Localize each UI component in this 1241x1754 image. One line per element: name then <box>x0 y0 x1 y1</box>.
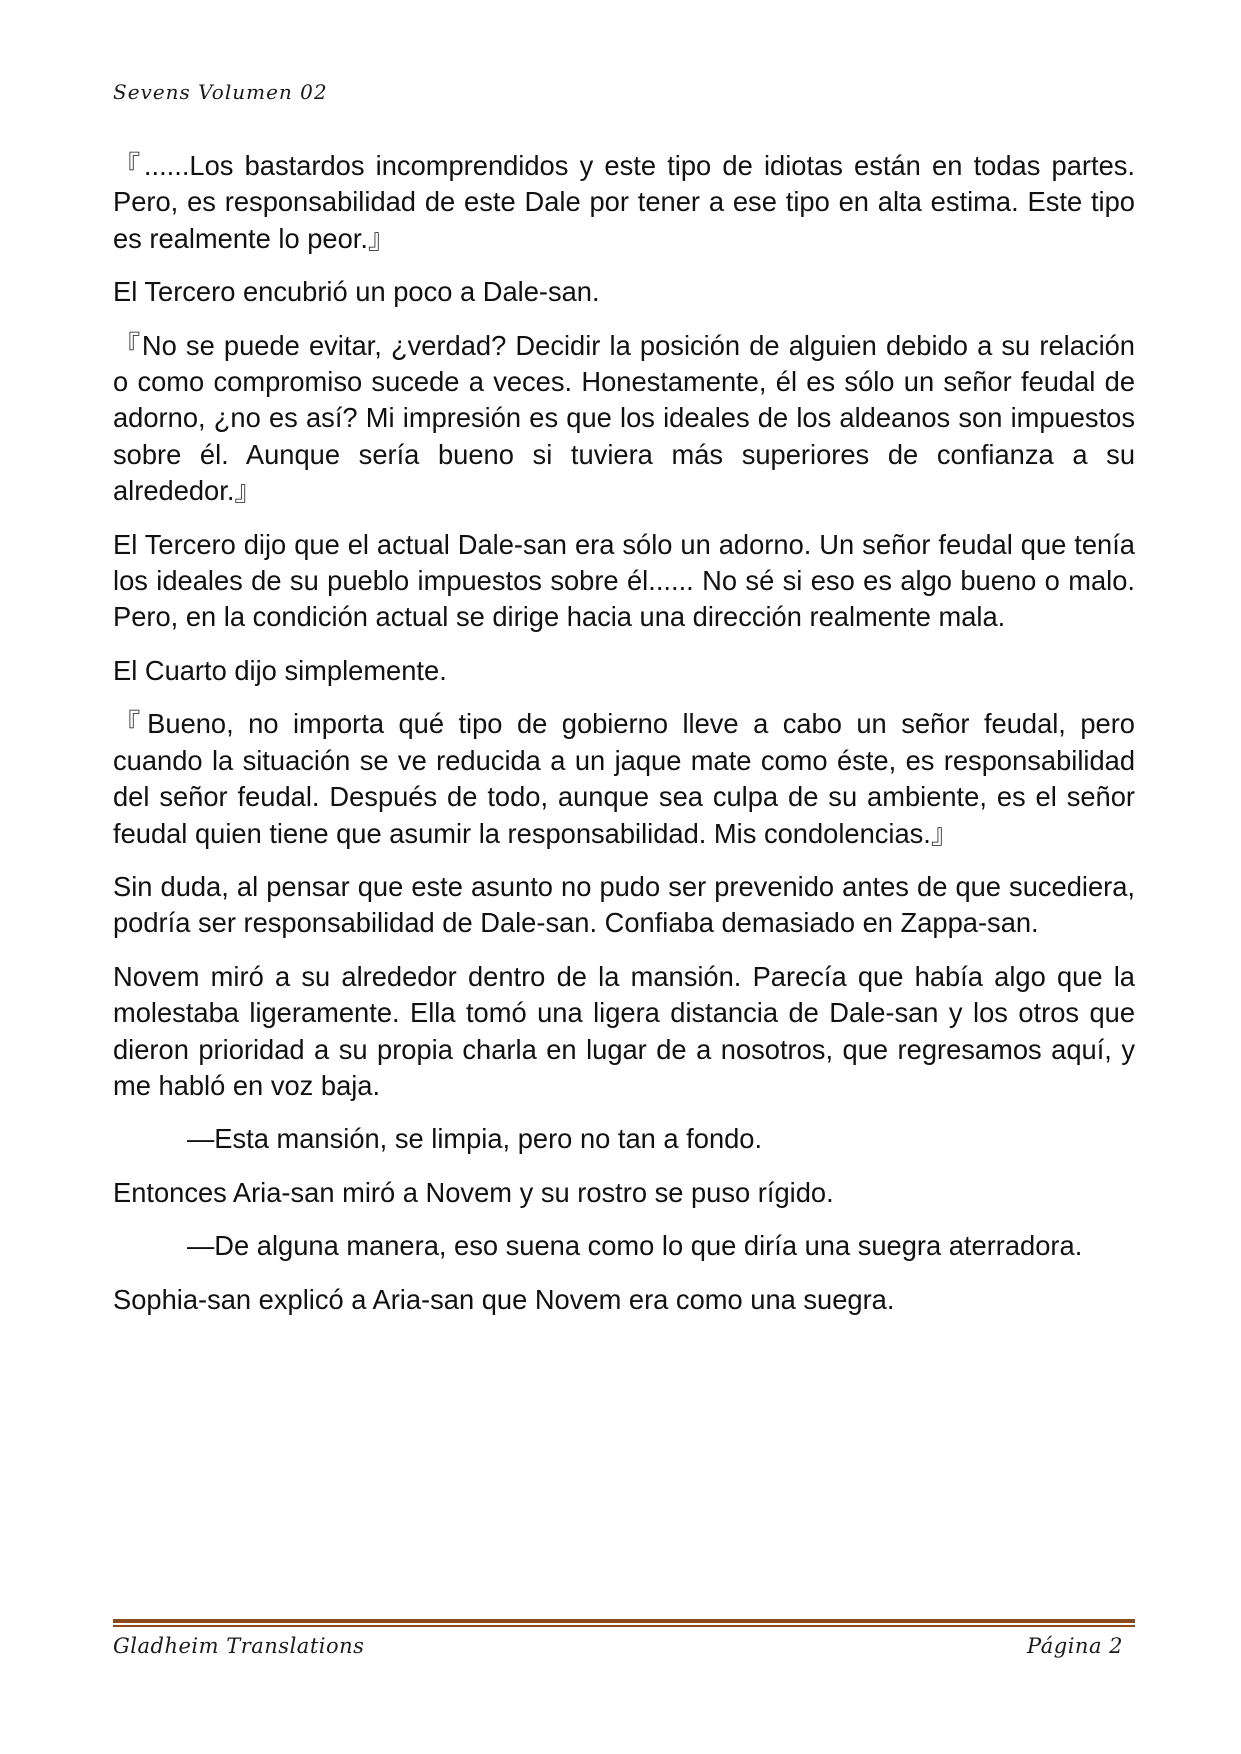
footer-credit: Gladheim Translations <box>113 1634 365 1658</box>
paragraph: 『......Los bastardos incomprendidos y este tipo de idiotas están en todas partes. Pero, es responsabilidad de este Dale por tener a ese tipo en alta estima. Este tipo es realmente lo peor.』 <box>113 150 1135 254</box>
page-number: Página 2 <box>1027 1634 1123 1658</box>
paragraph: Novem miró a su alrededor dentro de la mansión. Parecía que había algo que la molestaba ligeramente. Ella tomó una ligera distancia de Dale-san y los otros que dieron prioridad a su propia charla en lugar de a nosotros, que regresamos aquí, y me habló en voz baja. <box>113 960 1135 1101</box>
paragraph: 『No se puede evitar, ¿verdad? Decidir la posición de alguien debido a su relación o como compromiso sucede a veces. Honestamente, él es sólo un señor feudal de adorno, ¿no es así? Mi impresión es que los ideales de los aldeanos son impuestos sobre él. Aunque sería bueno si tuviera más superiores de confianza a su alrededor.』 <box>113 329 1135 507</box>
paragraph: El Cuarto dijo simplemente. <box>113 654 447 686</box>
footer-divider-thin <box>113 1625 1135 1627</box>
footer-divider-thick <box>113 1619 1135 1623</box>
paragraph: Sin duda, al pensar que este asunto no pudo ser prevenido antes de que sucediera, podría ser responsabilidad de Dale-san. Confiaba demasiado en Zappa-san. <box>113 870 1135 939</box>
paragraph: El Tercero encubrió un poco a Dale-san. <box>113 276 600 308</box>
paragraph: Entonces Aria-san miró a Novem y su rostro se puso rígido. <box>113 1176 834 1208</box>
page-body <box>113 148 1135 1335</box>
page-header-title: Sevens Volumen 02 <box>113 80 328 104</box>
footer-divider <box>113 1619 1135 1627</box>
dialogue-line: —De alguna manera, eso suena como lo que diría una suegra aterradora. <box>187 1230 1083 1262</box>
dialogue-line: —Esta mansión, se limpia, pero no tan a fondo. <box>187 1123 763 1155</box>
paragraph: Sophia-san explicó a Aria-san que Novem era como una suegra. <box>113 1283 895 1315</box>
paragraph: 『Bueno, no importa qué tipo de gobierno lleve a cabo un señor feudal, pero cuando la situación se ve reducida a un jaque mate como éste, es responsabilidad del señor feudal. Después de todo, aunque sea culpa de su ambiente, es el señor feudal quien tiene que asumir la responsabilidad. Mis condolencias.』 <box>113 708 1135 849</box>
paragraph: El Tercero dijo que el actual Dale-san era sólo un adorno. Un señor feudal que tenía los ideales de su pueblo impuestos sobre él...... No sé si eso es algo bueno o malo. Pero, en la condición actual se dirige hacia una dirección realmente mala. <box>113 528 1135 633</box>
